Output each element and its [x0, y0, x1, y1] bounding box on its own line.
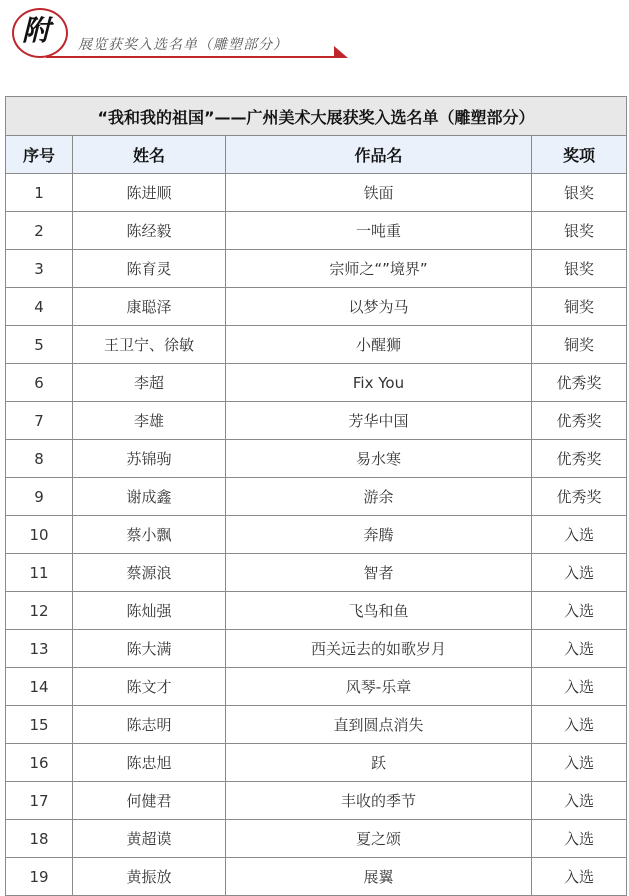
column-header-award: 奖项	[532, 136, 627, 174]
cell-name: 陈育灵	[73, 250, 226, 288]
header-divider	[46, 56, 336, 58]
cell-award: 入选	[532, 554, 627, 592]
table-row	[6, 326, 627, 364]
header-arrow-icon	[334, 46, 348, 58]
cell-name: 蔡小飘	[73, 516, 226, 554]
table-row	[6, 820, 627, 858]
cell-work: 宗师之“”境界”	[226, 250, 532, 288]
cell-index: 17	[6, 782, 73, 820]
column-header-work: 作品名	[226, 136, 532, 174]
table-row	[6, 402, 627, 440]
cell-index: 9	[6, 478, 73, 516]
table-row	[6, 478, 627, 516]
cell-award: 银奖	[532, 212, 627, 250]
cell-award: 银奖	[532, 250, 627, 288]
page-header	[0, 0, 629, 70]
table-row	[6, 212, 627, 250]
cell-award: 入选	[532, 630, 627, 668]
cell-award: 入选	[532, 706, 627, 744]
cell-name: 陈进顺	[73, 174, 226, 212]
table-row	[6, 516, 627, 554]
cell-index: 3	[6, 250, 73, 288]
cell-index: 14	[6, 668, 73, 706]
cell-name: 陈志明	[73, 706, 226, 744]
cell-award: 优秀奖	[532, 440, 627, 478]
cell-name: 陈经毅	[73, 212, 226, 250]
cell-work: 以梦为马	[226, 288, 532, 326]
cell-award: 入选	[532, 820, 627, 858]
cell-award: 优秀奖	[532, 364, 627, 402]
cell-work: 奔腾	[226, 516, 532, 554]
cell-index: 15	[6, 706, 73, 744]
table-row	[6, 668, 627, 706]
table-row	[6, 288, 627, 326]
table-row	[6, 364, 627, 402]
cell-work: 夏之颂	[226, 820, 532, 858]
table-header-row	[6, 136, 627, 174]
cell-work: 易水寒	[226, 440, 532, 478]
cell-index: 16	[6, 744, 73, 782]
cell-work: 展翼	[226, 858, 532, 896]
table-row	[6, 630, 627, 668]
cell-work: Fix You	[226, 364, 532, 402]
cell-award: 入选	[532, 744, 627, 782]
cell-work: 跃	[226, 744, 532, 782]
cell-work: 飞鸟和鱼	[226, 592, 532, 630]
cell-index: 5	[6, 326, 73, 364]
cell-award: 入选	[532, 858, 627, 896]
cell-index: 2	[6, 212, 73, 250]
cell-name: 黄超谟	[73, 820, 226, 858]
cell-index: 12	[6, 592, 73, 630]
cell-award: 铜奖	[532, 326, 627, 364]
cell-award: 铜奖	[532, 288, 627, 326]
cell-work: 西关远去的如歌岁月	[226, 630, 532, 668]
cell-name: 陈文才	[73, 668, 226, 706]
cell-name: 陈忠旭	[73, 744, 226, 782]
cell-index: 4	[6, 288, 73, 326]
cell-index: 10	[6, 516, 73, 554]
cell-index: 7	[6, 402, 73, 440]
table-row	[6, 174, 627, 212]
cell-award: 入选	[532, 516, 627, 554]
cell-name: 李雄	[73, 402, 226, 440]
table-row	[6, 250, 627, 288]
cell-work: 丰收的季节	[226, 782, 532, 820]
cell-index: 11	[6, 554, 73, 592]
cell-award: 优秀奖	[532, 402, 627, 440]
cell-work: 铁面	[226, 174, 532, 212]
table-row	[6, 706, 627, 744]
cell-work: 游余	[226, 478, 532, 516]
cell-name: 王卫宁、徐敏	[73, 326, 226, 364]
cell-work: 小醒狮	[226, 326, 532, 364]
cell-name: 黄振放	[73, 858, 226, 896]
cell-index: 1	[6, 174, 73, 212]
cell-name: 李超	[73, 364, 226, 402]
table-row	[6, 592, 627, 630]
cell-name: 康聪泽	[73, 288, 226, 326]
cell-work: 芳华中国	[226, 402, 532, 440]
cell-award: 银奖	[532, 174, 627, 212]
cell-work: 风琴-乐章	[226, 668, 532, 706]
cell-name: 谢成鑫	[73, 478, 226, 516]
cell-work: 直到圆点消失	[226, 706, 532, 744]
table-body	[6, 174, 627, 896]
cell-name: 蔡源浪	[73, 554, 226, 592]
cell-index: 6	[6, 364, 73, 402]
table-row	[6, 744, 627, 782]
column-header-index: 序号	[6, 136, 73, 174]
cell-index: 19	[6, 858, 73, 896]
cell-name: 苏锦驹	[73, 440, 226, 478]
header-subtitle: 展览获奖入选名单（雕塑部分）	[78, 37, 288, 53]
cell-work: 智者	[226, 554, 532, 592]
cell-index: 13	[6, 630, 73, 668]
table-row	[6, 782, 627, 820]
table-row	[6, 440, 627, 478]
cell-name: 陈灿强	[73, 592, 226, 630]
cell-award: 入选	[532, 592, 627, 630]
header-badge-char: 附	[22, 14, 51, 47]
column-header-name: 姓名	[73, 136, 226, 174]
award-table	[5, 96, 627, 896]
table-row	[6, 554, 627, 592]
cell-award: 优秀奖	[532, 478, 627, 516]
cell-award: 入选	[532, 668, 627, 706]
table-row	[6, 858, 627, 896]
cell-index: 8	[6, 440, 73, 478]
cell-work: 一吨重	[226, 212, 532, 250]
table-title: “我和我的祖国”——广州美术大展获奖入选名单（雕塑部分）	[6, 97, 627, 136]
cell-name: 何健君	[73, 782, 226, 820]
cell-index: 18	[6, 820, 73, 858]
cell-award: 入选	[532, 782, 627, 820]
cell-name: 陈大满	[73, 630, 226, 668]
